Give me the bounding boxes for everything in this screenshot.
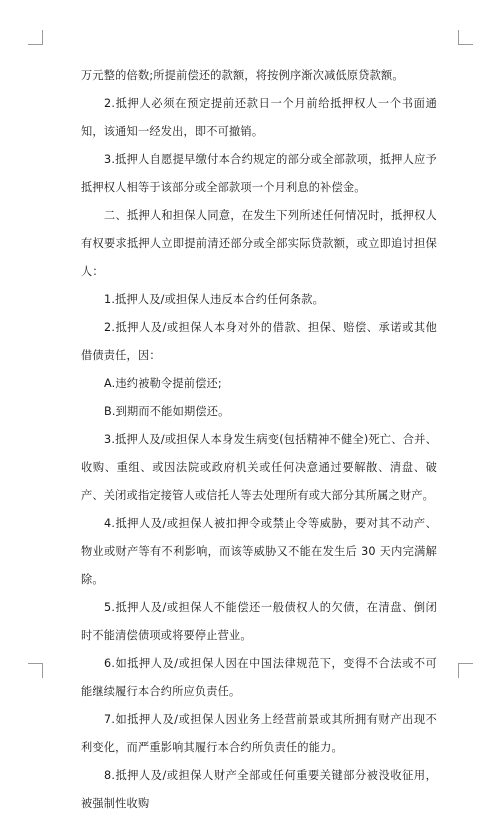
paragraph: 2.抵押人必须在预定提前还款日一个月前给抵押权人一个书面通知，该通知一经发出，即不可撤销。 bbox=[81, 97, 437, 138]
document-body bbox=[81, 62, 437, 818]
paragraph: A.违约被勒令提前偿还; bbox=[104, 377, 222, 390]
paragraph: 1.抵押人及/或担保人违反本合约任何条款。 bbox=[104, 293, 325, 306]
paragraph: 2.抵押人及/或担保人本身对外的借款、担保、赔偿、承诺或其他借债责任，因： bbox=[81, 321, 437, 362]
crop-mark-bottom-right bbox=[458, 663, 473, 678]
paragraph: 6.如抵押人及/或担保人因在中国法律规范下，变得不合法或不可能继续履行本合约所应负责任。 bbox=[81, 657, 437, 698]
crop-mark-top-right bbox=[458, 30, 473, 45]
paragraph: 7.如抵押人及/或担保人因业务上经营前景或其所拥有财产出现不利变化，而严重影响其履行本合约所负责任的能力。 bbox=[81, 713, 437, 754]
crop-mark-bottom-left bbox=[28, 663, 43, 678]
paragraph: 5.抵押人及/或担保人不能偿还一般债权人的欠债，在清盘、倒闭时不能清偿债项或将要停止营业。 bbox=[81, 601, 437, 642]
paragraph: 3.抵押人及/或担保人本身发生病变(包括精神不健全)死亡、合并、收购、重组、或因法院或政府机关或任何决意通过要解散、清盘、破产、关闭或指定接管人或信托人等去处理所有或大部分其所属之财产。 bbox=[81, 433, 437, 502]
paragraph: 万元整的倍数;所提前偿还的款额，将按例序渐次减低原贷款额。 bbox=[81, 69, 404, 82]
paragraph: 8.抵押人及/或担保人财产全部或任何重要关键部分被没收征用，被强制性收购 bbox=[81, 769, 437, 810]
paragraph: 4.抵押人及/或担保人被扣押令或禁止令等威胁，要对其不动产、物业或财产等有不利影响，而该等威胁又不能在发生后 30 天内完满解除。 bbox=[81, 517, 437, 586]
paragraph: 3.抵押人自愿提早缴付本合约规定的部分或全部款项，抵押人应予抵押权人相等于该部分或全部款项一个月利息的补偿金。 bbox=[81, 153, 437, 194]
crop-mark-top-left bbox=[28, 30, 43, 45]
paragraph: 二、抵押人和担保人同意，在发生下列所述任何情况时，抵押权人有权要求抵押人立即提前清还部分或全部实际贷款额，或立即追讨担保人： bbox=[81, 209, 437, 278]
paragraph: B.到期而不能如期偿还。 bbox=[104, 405, 230, 418]
